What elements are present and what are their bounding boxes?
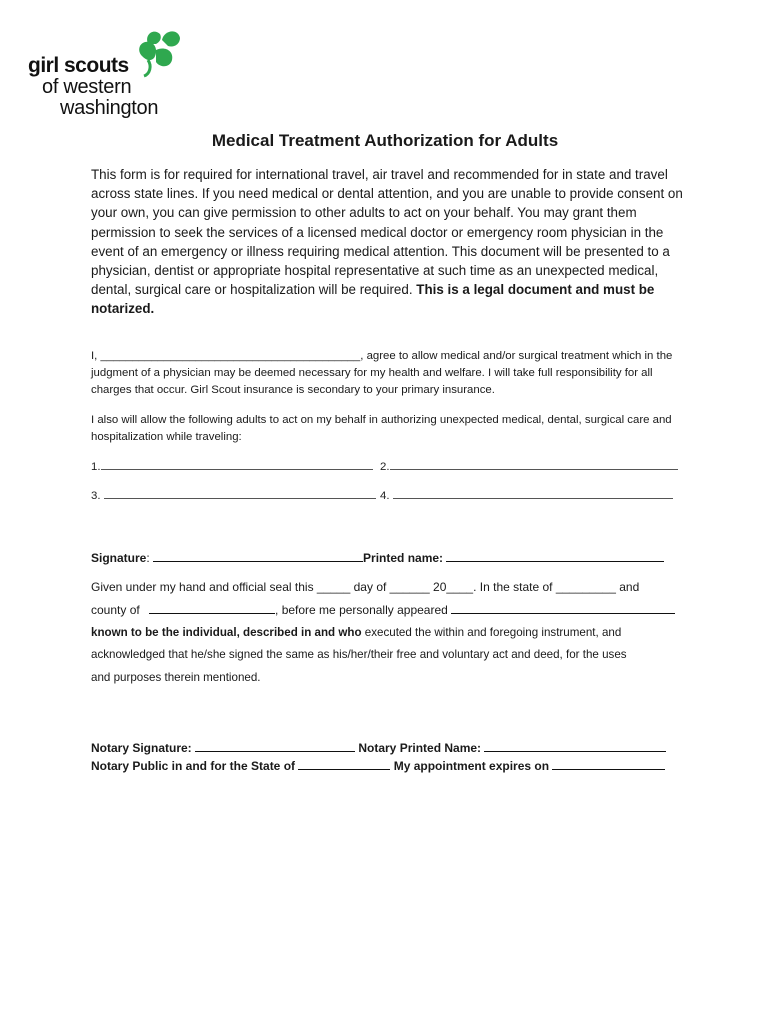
given-row: Given under my hand and official seal this _____ day of ______ 20____. In the state of _________ and <box>91 580 640 594</box>
notary-signature-label: Notary Signature: <box>91 741 196 755</box>
adult-number-4: 4. <box>380 490 393 502</box>
trefoil-icon <box>134 26 184 78</box>
agree-text: , agree to allow medical and/or surgical treatment which in the judgment of a physician may be deemed necessary for my health and welfare. I will take full responsibility for all charges that occur. Girl Scout insurance is secondary to your primary insurance. <box>91 350 673 396</box>
authorized-adults-paragraph: I also will allow the following adults to act on my behalf in authorizing unexpected medical, dental, surgical care and hospitalization while traveling: <box>91 414 672 443</box>
appointment-expires-label: My appointment expires on <box>390 759 553 773</box>
notary-printed-name-label: Notary Printed Name: <box>355 741 485 755</box>
seal-day-field[interactable]: _____ <box>316 580 351 594</box>
adult-1-field[interactable] <box>101 469 373 470</box>
acknowledged-line: acknowledged that he/she signed the same as his/her/their free and voluntary act and deed, for the uses <box>91 648 627 661</box>
notary-signature-row <box>91 740 666 755</box>
page-title: Medical Treatment Authorization for Adults <box>211 131 559 150</box>
logo-text-washington: washington <box>60 97 159 119</box>
logo-text-girl-scouts: girl scouts <box>28 54 129 77</box>
intro-paragraph <box>91 165 691 319</box>
signature-row: Signature: Printed name: <box>91 550 664 565</box>
notary-printed-name-field[interactable] <box>484 740 666 752</box>
girl-scouts-logo <box>28 26 168 126</box>
notary-signature-field[interactable] <box>195 740 355 752</box>
seal-state-field[interactable]: _________ <box>555 580 616 594</box>
adult-line-2 <box>380 461 678 473</box>
agree-prefix: I, <box>91 350 101 362</box>
notary-public-label: Notary Public in and for the State of <box>91 759 299 773</box>
signature-label: Signature <box>91 551 147 565</box>
notary-public-row <box>91 758 665 773</box>
adult-number-3: 3. <box>91 490 104 502</box>
seal-year-field[interactable]: ____ <box>446 580 474 594</box>
adult-number-1: 1. <box>91 461 101 473</box>
county-row: county of , before me personally appeared <box>91 602 675 617</box>
adult-2-field[interactable] <box>390 469 678 470</box>
county-field[interactable] <box>149 602 275 614</box>
logo-text-of-western: of western <box>42 76 132 98</box>
agreement-paragraph <box>91 348 691 399</box>
adult-number-2: 2. <box>380 461 390 473</box>
printed-name-field[interactable] <box>446 550 664 562</box>
purposes-line: and purposes therein mentioned. <box>91 671 261 684</box>
appeared-name-field[interactable] <box>451 602 675 614</box>
seal-month-field[interactable]: ______ <box>389 580 430 594</box>
adult-4-field[interactable] <box>393 498 673 499</box>
notary-state-field[interactable] <box>298 758 390 770</box>
known-row: known to be the individual, described in and who executed the within and foregoing instrument, and <box>91 626 622 639</box>
adult-line-3 <box>91 490 376 502</box>
printed-name-label: Printed name: <box>363 551 447 565</box>
participant-name-field[interactable]: _________________________________________ <box>100 350 361 362</box>
adult-line-4 <box>380 490 673 502</box>
adult-line-1 <box>91 461 373 473</box>
intro-notarized-notice: This is a legal document and must be notarized. <box>91 282 655 317</box>
intro-text: This form is for required for international travel, air travel and recommended for in state and travel across state lines. If you need medical or dental attention, and you are unable to provide consent on your own, you can give permission to other adults to act on your behalf. You may grant them permission to seek the services of a licensed medical doctor or emergency room physician in the event of an emergency or illness requiring medical attention. This document will be presented to a physician, dentist or appropriate hospital representative at such time as an unexpected medical, dental, surgical care or hospitalization will be required. <box>91 167 683 298</box>
adult-3-field[interactable] <box>104 498 376 499</box>
signature-field[interactable] <box>153 550 363 562</box>
appointment-expires-field[interactable] <box>552 758 665 770</box>
